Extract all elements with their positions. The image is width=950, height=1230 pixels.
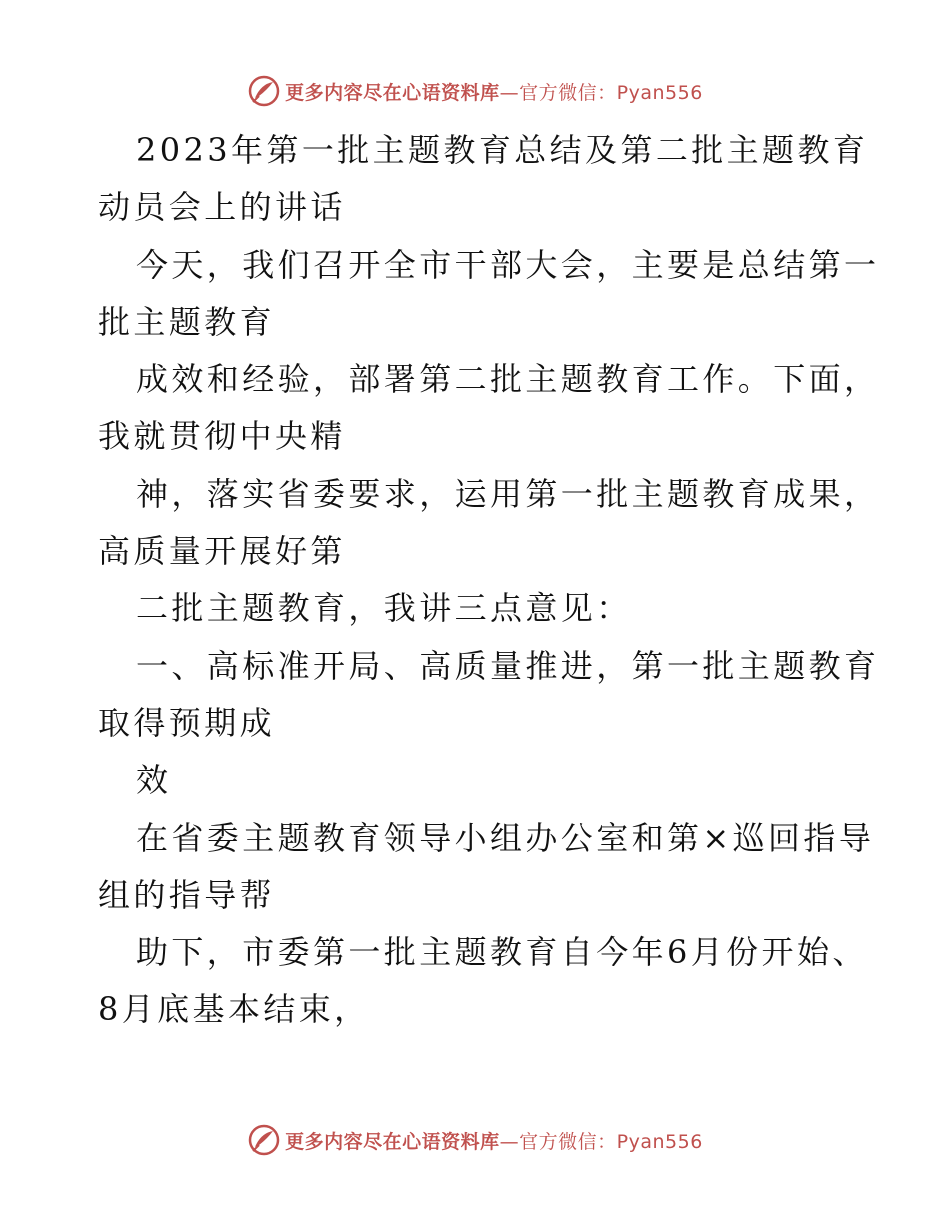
separator: — [499,81,520,104]
document-line: 2023年第一批主题教育总结及第二批主题教育 [136,131,869,169]
document-line: 批主题教育 [98,302,276,341]
document-line: 我就贯彻中央精 [98,417,346,456]
document-line: 助下，市委第一批主题教育自今年6月份开始、 [136,933,868,972]
footer-watermark-banner [0,1120,950,1160]
header-watermark-banner [0,71,950,111]
brand-text: 更多内容尽在心语资料库 [285,81,500,104]
document-line: 神，落实省委要求，运用第一批主题教育成果， [136,474,880,513]
document-line: 成效和经验，部署第二批主题教育工作。下面， [136,360,880,399]
document-line: 一、高标准开局、高质量推进，第一批主题教育 [136,646,880,685]
document-line: 8月底基本结束， [98,990,370,1029]
document-line: 二批主题教育，我讲三点意见： [136,589,632,628]
document-line: 组的指导帮 [98,875,276,914]
document-line: 今天，我们召开全市干部大会，主要是总结第一 [136,245,880,284]
document-body [98,122,880,1039]
pen-logo-icon [247,74,281,108]
separator: — [499,1130,520,1153]
brand-text: 更多内容尽在心语资料库 [285,1130,500,1153]
document-line: 在省委主题教育领导小组办公室和第×巡回指导 [136,818,875,857]
document-line: 动员会上的讲话 [98,188,346,227]
document-line: 取得预期成 [98,703,276,742]
wechat-text: 官方微信：Pyan556 [519,1130,703,1153]
document-line: 效 [136,761,172,800]
pen-logo-icon [247,1123,281,1157]
wechat-text: 官方微信：Pyan556 [519,81,703,104]
document-line: 高质量开展好第 [98,532,346,571]
watermark-text [285,78,703,105]
watermark-text [285,1127,703,1154]
